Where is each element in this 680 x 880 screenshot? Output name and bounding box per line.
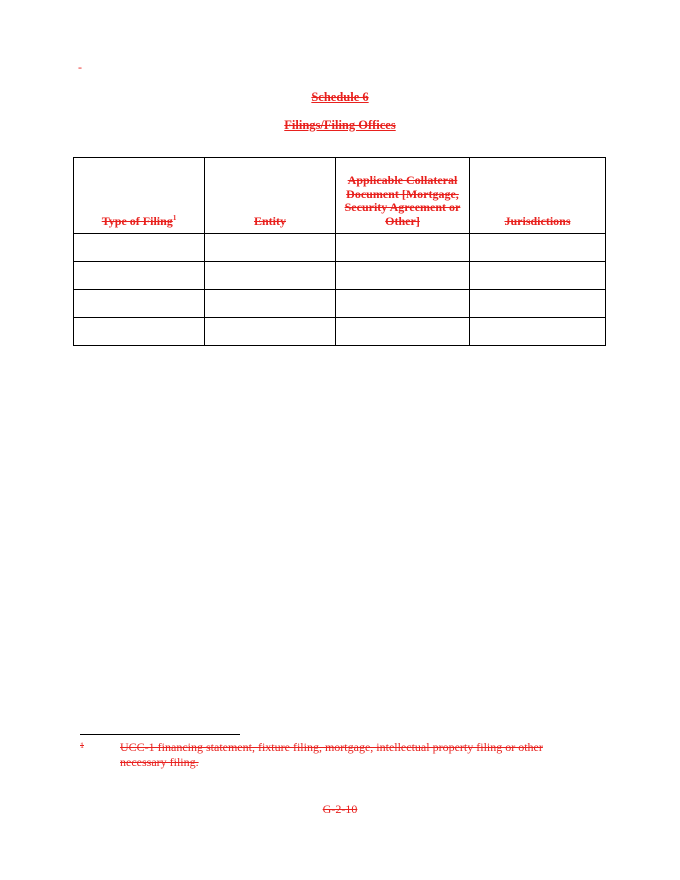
table-cell: [336, 318, 470, 346]
table-row: [74, 290, 606, 318]
filings-table: [73, 157, 606, 346]
table-cell: [74, 234, 205, 262]
header-label: Applicable Collateral Document [Mortgage, Security Agreement or Other]: [344, 173, 461, 228]
header-label: Type of Filing: [101, 213, 173, 228]
header-jurisdictions: [470, 158, 606, 234]
table-cell: [336, 262, 470, 290]
table-cell: [470, 234, 606, 262]
table-cell: [205, 262, 336, 290]
table-cell: [470, 318, 606, 346]
table-cell: [74, 262, 205, 290]
header-collateral-document: [336, 158, 470, 234]
table-cell: [205, 318, 336, 346]
footnote-mark: 1: [80, 741, 84, 750]
table-row: [74, 318, 606, 346]
table-cell: [74, 318, 205, 346]
table-row: [74, 234, 606, 262]
footnote-text: UCC-1 financing statement, fixture filing, mortgage, intellectual property filing or other necessary filing.: [120, 740, 543, 769]
header-entity: [205, 158, 336, 234]
header-label: Entity: [253, 213, 286, 228]
table-cell: [470, 262, 606, 290]
page-number: G-2-10: [322, 802, 358, 816]
header-label: Jurisdictions: [504, 213, 571, 228]
table-cell: [205, 234, 336, 262]
table-cell: [336, 234, 470, 262]
table-header-row: [74, 158, 606, 234]
schedule-title: Schedule 6: [311, 90, 369, 104]
deleted-marker: -: [78, 60, 82, 74]
footnote-separator: [80, 734, 240, 735]
table-cell: [205, 290, 336, 318]
table-cell: [336, 290, 470, 318]
footnote-ref: 1: [172, 213, 177, 222]
schedule-subtitle: Filings/Filing Offices: [284, 118, 396, 132]
table-cell: [74, 290, 205, 318]
table-row: [74, 262, 606, 290]
table-cell: [470, 290, 606, 318]
header-type-of-filing: [74, 158, 205, 234]
